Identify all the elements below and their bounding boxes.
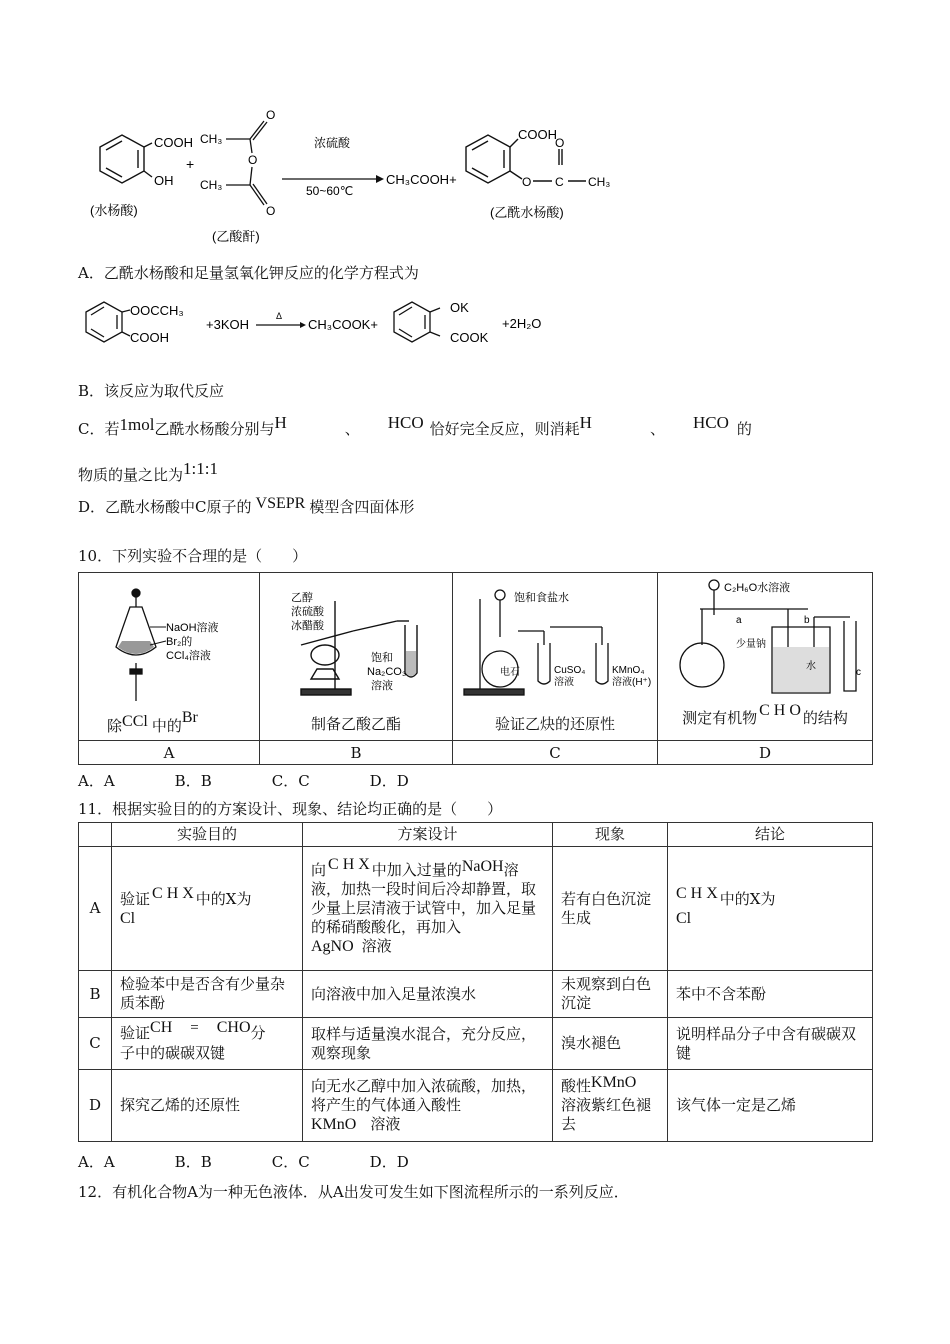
eq-cooh: COOH (130, 330, 169, 345)
svg-text:CuSO₄: CuSO₄ (554, 665, 586, 676)
q12-stem: 12．有机化合物A为一种无色液体．从A出发可发生如下图流程所示的一系列反应． (78, 1183, 629, 1201)
temperature-label: 50~60℃ (306, 184, 354, 198)
svg-text:Br₂的: Br₂的 (166, 636, 193, 648)
anhydride-structure (226, 121, 267, 205)
svg-text:溶液(H⁺): 溶液(H⁺) (612, 677, 652, 688)
svg-text:饱和食盐水: 饱和食盐水 (514, 592, 569, 604)
q10-col-d: D (658, 741, 873, 765)
plus-sign: + (186, 156, 195, 172)
q10-cell-a[interactable] (79, 573, 260, 741)
q11-stem: 11．根据实验目的的方案设计、现象、结论均正确的是（ ） (78, 800, 503, 818)
q10-cell-b[interactable] (260, 573, 453, 741)
q10-caption-d: 测定有机物 C H O 的结构 (682, 702, 848, 727)
salicylic-cooh: COOH (154, 135, 193, 150)
svg-text:电石: 电石 (500, 667, 520, 678)
eq-ch3cook: CH₃COOK+ (308, 317, 378, 332)
aspirin-o-ester: O (522, 175, 532, 189)
q11-header-row: 实验目的 方案设计 现象 结论 (79, 823, 873, 847)
q9-option-c-line2: 物质的量之比为1:1:1 (78, 459, 218, 484)
q10-cell-c[interactable] (453, 573, 658, 741)
acetylene-figure (454, 581, 656, 709)
ester-prep-figure (261, 581, 451, 709)
q10-col-b: B (260, 741, 453, 765)
svg-text:乙醇: 乙醇 (291, 592, 313, 604)
q10-caption-b: 制备乙酸乙酯 (310, 715, 401, 733)
q10-caption-c: 验证乙炔的还原性 (494, 715, 615, 733)
q9-option-d[interactable]: D．乙酰水杨酸中C原子的 VSEPR 模型含四面体形 (78, 495, 415, 516)
svg-text:NaOH溶液: NaOH溶液 (166, 622, 219, 634)
q11-table (78, 822, 873, 1142)
salicylic-oh: OH (154, 173, 174, 188)
q10-caption-a: 除CCl 中的Br (107, 709, 198, 735)
svg-text:a: a (736, 615, 742, 626)
q9-option-b[interactable]: B．该反应为取代反应 (78, 382, 225, 400)
q11-row-c[interactable]: C 验证CH = CHO分 子中的碳碳双键 取样与适量溴水混合，充分反应，观察现象 溴水褪色 说明样品分子中含有碳碳双键 (79, 1018, 873, 1070)
q11-row-b[interactable]: B 检验苯中是否含有少量杂质苯酚 向溶液中加入足量浓溴水 未观察到白色沉淀 苯中不含苯酚 (79, 971, 873, 1018)
svg-text:少量钠: 少量钠 (736, 639, 766, 650)
aspirin-ch3: CH₃ (588, 175, 611, 189)
eq-delta: Δ (276, 311, 283, 321)
svg-text:KMnO₄: KMnO₄ (612, 665, 645, 676)
q9-option-c-line1[interactable]: C．若1mol乙酰水杨酸分别与H 、 HCO 恰好完全反应，则消耗H 、 HCO 的 (78, 413, 752, 438)
eq-ok: OK (450, 300, 469, 315)
aspirin-c: C (555, 175, 564, 189)
q10-col-c: C (453, 741, 658, 765)
svg-text:溶液: 溶液 (554, 677, 574, 688)
q10-answer-options[interactable]: A．A B．B C．C D．D (78, 772, 409, 790)
q11-row-a[interactable]: A 验证 C H X 中的X为 Cl 向 C H X 中加入过量的NaOH溶液，加热一段时间后冷却静置，取少量上层清液于试管中，加入足量的稀硝酸酸化，再加入 AgNO 溶液 若有白色沉淀生成 C H X 中的X为 Cl (79, 847, 873, 971)
eq-cook: COOK (450, 330, 489, 345)
acetic-acid-product: CH₃COOH+ (386, 172, 457, 187)
salicylic-acid-structure (100, 135, 152, 183)
svg-text:C₂H₆O水溶液: C₂H₆O水溶液 (724, 582, 791, 594)
svg-text:b: b (804, 615, 810, 626)
q11-row-d[interactable]: D 探究乙烯的还原性 向无水乙醇中加入浓硫酸，加热，将产生的气体通入酸性 KMnO 溶液 酸性KMnO 溶液紫红色褪去 该气体一定是乙烯 (79, 1070, 873, 1142)
aspirin-o-carbonyl: O (555, 136, 565, 150)
q10-cell-d[interactable] (658, 573, 873, 741)
q10-experiment-table (78, 572, 873, 765)
svg-text:饱和: 饱和 (371, 652, 393, 664)
svg-text:溶液: 溶液 (371, 680, 393, 692)
svg-text:冰醋酸: 冰醋酸 (291, 620, 324, 632)
q10-stem: 10．下列实验不合理的是（ ） (78, 547, 308, 565)
svg-text:c: c (856, 667, 861, 678)
aspirin-cooh: COOH (518, 127, 557, 142)
anhydride-ch3-bottom: CH₃ (200, 178, 223, 192)
anhydride-ch3-top: CH₃ (200, 132, 223, 146)
sodium-reaction-figure (660, 575, 870, 703)
svg-text:CCl₄溶液: CCl₄溶液 (166, 650, 211, 662)
aspirin-label: (乙酰水杨酸) (490, 205, 564, 220)
svg-text:浓硫酸: 浓硫酸 (291, 606, 324, 618)
koh-equation (78, 296, 558, 352)
anhydride-o-mid: O (248, 153, 258, 167)
anhydride-label: (乙酸酐) (212, 229, 260, 244)
q9-option-a[interactable]: A．乙酰水杨酸和足量氢氧化钾反应的化学方程式为 (78, 264, 419, 282)
anhydride-o-top: O (266, 108, 276, 122)
eq-ooccch3: OOCCH₃ (130, 303, 184, 318)
catalyst-label: 浓硫酸 (314, 136, 351, 150)
anhydride-o-bottom: O (266, 204, 276, 218)
svg-text:水: 水 (806, 661, 816, 672)
salicylic-label: (水杨酸) (90, 203, 138, 218)
separatory-funnel-figure (80, 583, 258, 711)
eq-2h2o: +2H₂O (502, 316, 542, 331)
q10-col-a: A (79, 741, 260, 765)
reaction-scheme (78, 105, 638, 250)
q11-answer-options[interactable]: A．A B．B C．C D．D (78, 1153, 409, 1171)
eq-3koh: +3KOH (206, 317, 249, 332)
svg-text:Na₂CO₃: Na₂CO₃ (367, 666, 407, 678)
